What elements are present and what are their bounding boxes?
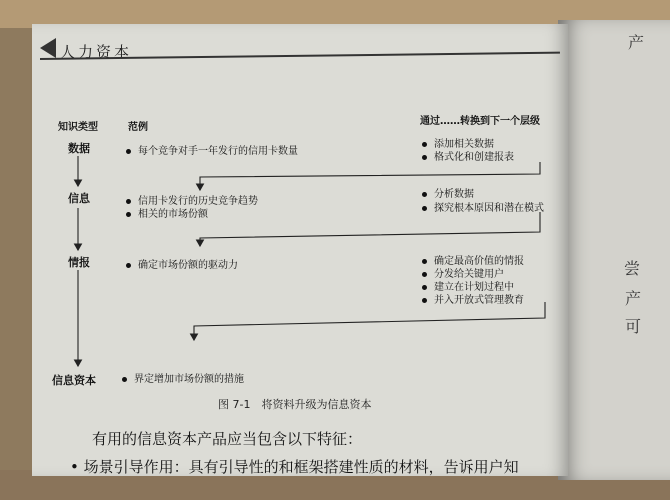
action-item: 添加相关数据 bbox=[422, 135, 494, 150]
example-item: 信用卡发行的历史竞争趋势 bbox=[126, 192, 258, 207]
bullet-icon: • bbox=[70, 458, 84, 476]
header-transition: 通过……转换到下一个层级 bbox=[420, 116, 540, 127]
transition-arrow-3 bbox=[194, 302, 545, 340]
example-item: 界定增加市场份额的措施 bbox=[122, 370, 244, 385]
action-item: 格式化和创建报表 bbox=[422, 148, 514, 163]
body-paragraph: 有用的信息资本产品应当包含以下特征： bbox=[92, 430, 363, 448]
right-page-char: 可 bbox=[625, 317, 642, 336]
level-information-capital: 信息资本 bbox=[52, 374, 96, 387]
action-item: 分析数据 bbox=[422, 185, 474, 200]
example-item: 每个竞争对手一年发行的信用卡数量 bbox=[126, 142, 298, 157]
figure-caption: 图 7-1 将资料升级为信息资本 bbox=[218, 398, 372, 411]
action-item: 分发给关键用户 bbox=[422, 265, 504, 280]
running-header: 人力资本 bbox=[60, 43, 133, 61]
example-item: 确定市场份额的驱动力 bbox=[126, 256, 238, 271]
right-page-char: 产 bbox=[628, 33, 645, 52]
body-bullet-line: • 场景引导作用：具有引导性的和框架搭建性质的材料，告诉用户知 bbox=[70, 458, 519, 476]
action-item: 探究根本原因和潜在模式 bbox=[422, 199, 544, 214]
action-item: 并入开放式管理教育 bbox=[422, 291, 524, 306]
transition-arrow-2 bbox=[200, 212, 540, 246]
level-information: 信息 bbox=[68, 192, 90, 205]
level-data: 数据 bbox=[68, 142, 90, 155]
example-item: 相关的市场份额 bbox=[126, 205, 208, 220]
action-item: 确定最高价值的情报 bbox=[422, 252, 524, 267]
action-item: 建立在计划过程中 bbox=[422, 278, 514, 293]
right-page-char: 尝 bbox=[624, 259, 641, 278]
right-page-char: 产 bbox=[625, 289, 642, 308]
header-knowledge-type: 知识类型 bbox=[58, 122, 98, 133]
header-example: 范例 bbox=[128, 122, 148, 133]
level-intelligence: 情报 bbox=[68, 256, 90, 269]
transition-arrow-1 bbox=[200, 162, 540, 190]
